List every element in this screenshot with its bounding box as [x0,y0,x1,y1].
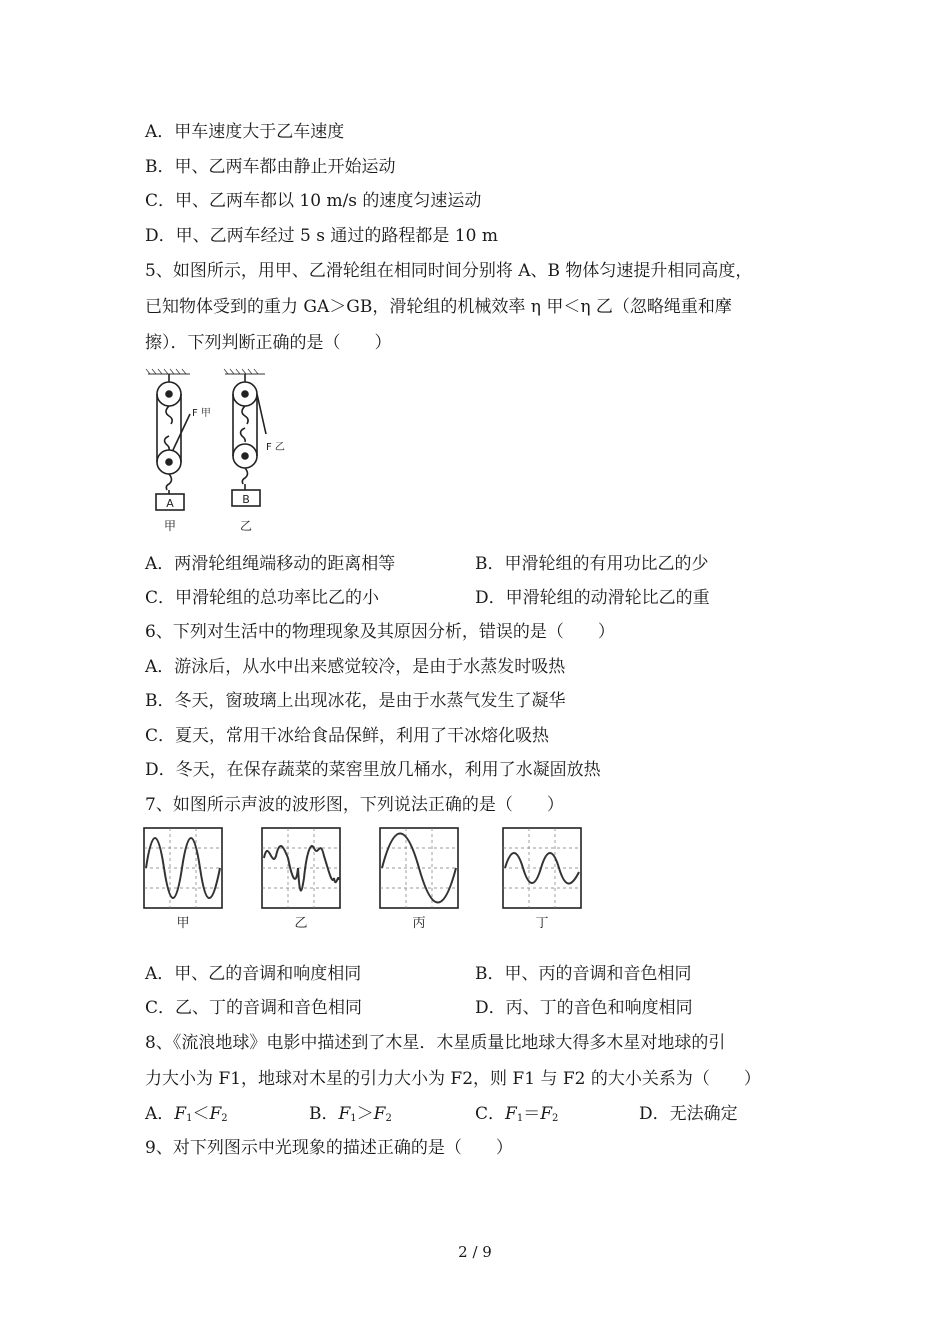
q7-option-d: D．丙、丁的音色和响度相同 [475,998,693,1018]
q6-option-c: C．夏天，常用干冰给食品保鲜，利用了干冰熔化吸热 [145,726,550,746]
q4-option-c: C．甲、乙两车都以 10 m/s 的速度匀速运动 [145,191,482,211]
q7-stem: 7、如图所示声波的波形图，下列说法正确的是（ ） [145,795,564,815]
q6-stem: 6、下列对生活中的物理现象及其原因分析，错误的是（ ） [145,622,615,642]
q6-option-d: D．冬天，在保存蔬菜的菜窖里放几桶水，利用了水凝固放热 [145,760,601,780]
pulley-box-b: B [242,493,250,506]
q5-option-a: A．两滑轮组绳端移动的距离相等 [145,554,396,574]
pulley-caption-yi: 乙 [239,519,253,533]
pulley-caption-jia: 甲 [163,519,177,533]
q7-option-b: B．甲、丙的音调和音色相同 [475,964,692,984]
force-label-yi: F 乙 [266,442,285,453]
q9-stem: 9、对下列图示中光现象的描述正确的是（ ） [145,1138,513,1158]
q8-stem-line-1: 8、《流浪地球》电影中描述到了木星．木星质量比地球大得多木星对地球的引 [145,1033,726,1053]
force-label-jia: F 甲 [192,408,211,419]
q5-option-d: D．甲滑轮组的动滑轮比乙的重 [475,588,710,608]
wave-caption-ding: 丁 [535,916,549,931]
q5-option-b: B．甲滑轮组的有用功比乙的少 [475,554,709,574]
pulley-box-a: A [166,497,174,510]
pulley-figure [140,366,300,536]
page-number: 2 / 9 [458,1243,492,1261]
q6-option-b: B．冬天，窗玻璃上出现冰花，是由于水蒸气发生了凝华 [145,691,566,711]
wave-caption-bing: 丙 [412,916,426,931]
q5-stem-line-2: 已知物体受到的重力 GA＞GB，滑轮组的机械效率 η 甲＜η 乙（忽略绳重和摩 [145,297,732,317]
q4-option-a: A．甲车速度大于乙车速度 [145,122,345,142]
wave-caption-jia: 甲 [176,916,190,931]
q4-option-d: D．甲、乙两车经过 5 s 通过的路程都是 10 m [145,226,498,246]
q8-option-d: D．无法确定 [639,1104,738,1124]
q8-option-a: A．$F_1<F_2$ [145,1104,228,1124]
q7-option-a: A．甲、乙的音调和响度相同 [145,964,362,984]
q6-option-a: A．游泳后，从水中出来感觉较冷，是由于水蒸发时吸热 [145,657,566,677]
waveform-figure [140,825,590,935]
q4-option-b: B．甲、乙两车都由静止开始运动 [145,157,396,177]
q8-option-b: B．$F_1>F_2$ [309,1104,392,1124]
q8-option-c: C．$F_1=F_2$ [475,1104,559,1124]
q5-option-c: C．甲滑轮组的总功率比乙的小 [145,588,380,608]
q8-stem-line-2: 力大小为 F1，地球对木星的引力大小为 F2，则 F1 与 F2 的大小关系为（ ） [145,1069,761,1089]
q5-stem-line-3: 擦）．下列判断正确的是（ ） [145,333,392,353]
q5-stem-line-1: 5、如图所示，用甲、乙滑轮组在相同时间分别将 A、B 物体匀速提升相同高度， [145,261,753,281]
q7-option-c: C．乙、丁的音调和音色相同 [145,998,363,1018]
wave-caption-yi: 乙 [294,916,308,931]
